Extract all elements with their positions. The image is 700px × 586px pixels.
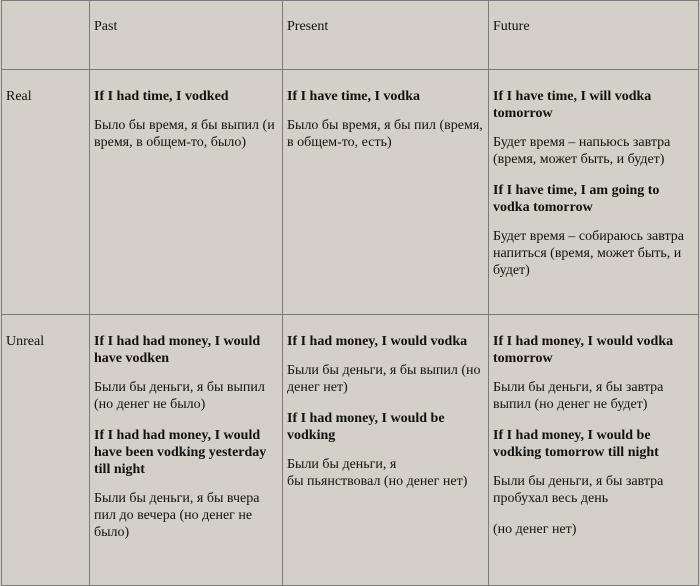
- russian-translation: (но денег нет): [493, 522, 577, 537]
- english-sentence: If I have time, I vodka: [287, 89, 421, 104]
- conditionals-table: [1, 0, 699, 586]
- russian-translation: Было бы время, я бы пил (время, в общем-то, есть): [287, 118, 483, 150]
- cell-unreal-past: [90, 315, 283, 586]
- russian-translation: Были бы деньги, я бы вчера пил до вечера (но денег не было): [94, 491, 260, 540]
- cell-real-future: [489, 70, 699, 315]
- russian-translation: [287, 456, 484, 490]
- russian-translation: Были бы деньги, я бы выпил (но денег не было): [94, 380, 265, 412]
- column-header-present: Present: [283, 1, 489, 70]
- row-unreal: [2, 315, 699, 586]
- header-row: [2, 1, 699, 70]
- english-sentence: If I had money, I would be vodking: [287, 411, 445, 443]
- russian-translation: Были бы деньги, я бы завтра выпил (но денег не будет): [493, 380, 664, 412]
- row-label-real: Real: [2, 70, 90, 315]
- russian-translation: Было бы время, я бы выпил (и время, в общем-то, было): [94, 118, 275, 150]
- russian-translation: Были бы деньги, я бы выпил (но денег нет): [287, 363, 481, 395]
- row-label-unreal: Unreal: [2, 315, 90, 586]
- corner-cell: [2, 1, 90, 70]
- cell-real-past: [90, 70, 283, 315]
- russian-translation: Будет время – собираюсь завтра напиться (время, может быть, и будет): [493, 229, 684, 278]
- russian-translation: Были бы деньги, я бы завтра пробухал весь день: [493, 474, 664, 506]
- english-sentence: If I had time, I vodked: [94, 89, 229, 104]
- english-sentence: If I had money, I would vodka tomorrow: [493, 334, 674, 366]
- english-sentence: If I had had money, I would have been vodking yesterday till night: [94, 428, 267, 477]
- russian-translation-line: бы пьянствовал (но денег нет): [287, 474, 468, 489]
- english-sentence: If I had money, I would be vodking tomorrow till night: [493, 428, 659, 460]
- russian-translation: Будет время – напьюсь завтра (время, может быть, и будет): [493, 135, 671, 167]
- english-sentence: If I had had money, I would have vodken: [94, 334, 261, 366]
- english-sentence: If I have time, I will vodka tomorrow: [493, 89, 652, 121]
- column-header-future: Future: [489, 1, 699, 70]
- cell-real-present: [283, 70, 489, 315]
- cell-unreal-present: [283, 315, 489, 586]
- english-sentence: If I have time, I am going to vodka tomorrow: [493, 183, 660, 215]
- row-real: [2, 70, 699, 315]
- column-header-past: Past: [90, 1, 283, 70]
- english-sentence: If I had money, I would vodka: [287, 334, 468, 349]
- cell-unreal-future: [489, 315, 699, 586]
- russian-translation-line: Были бы деньги, я: [287, 457, 397, 472]
